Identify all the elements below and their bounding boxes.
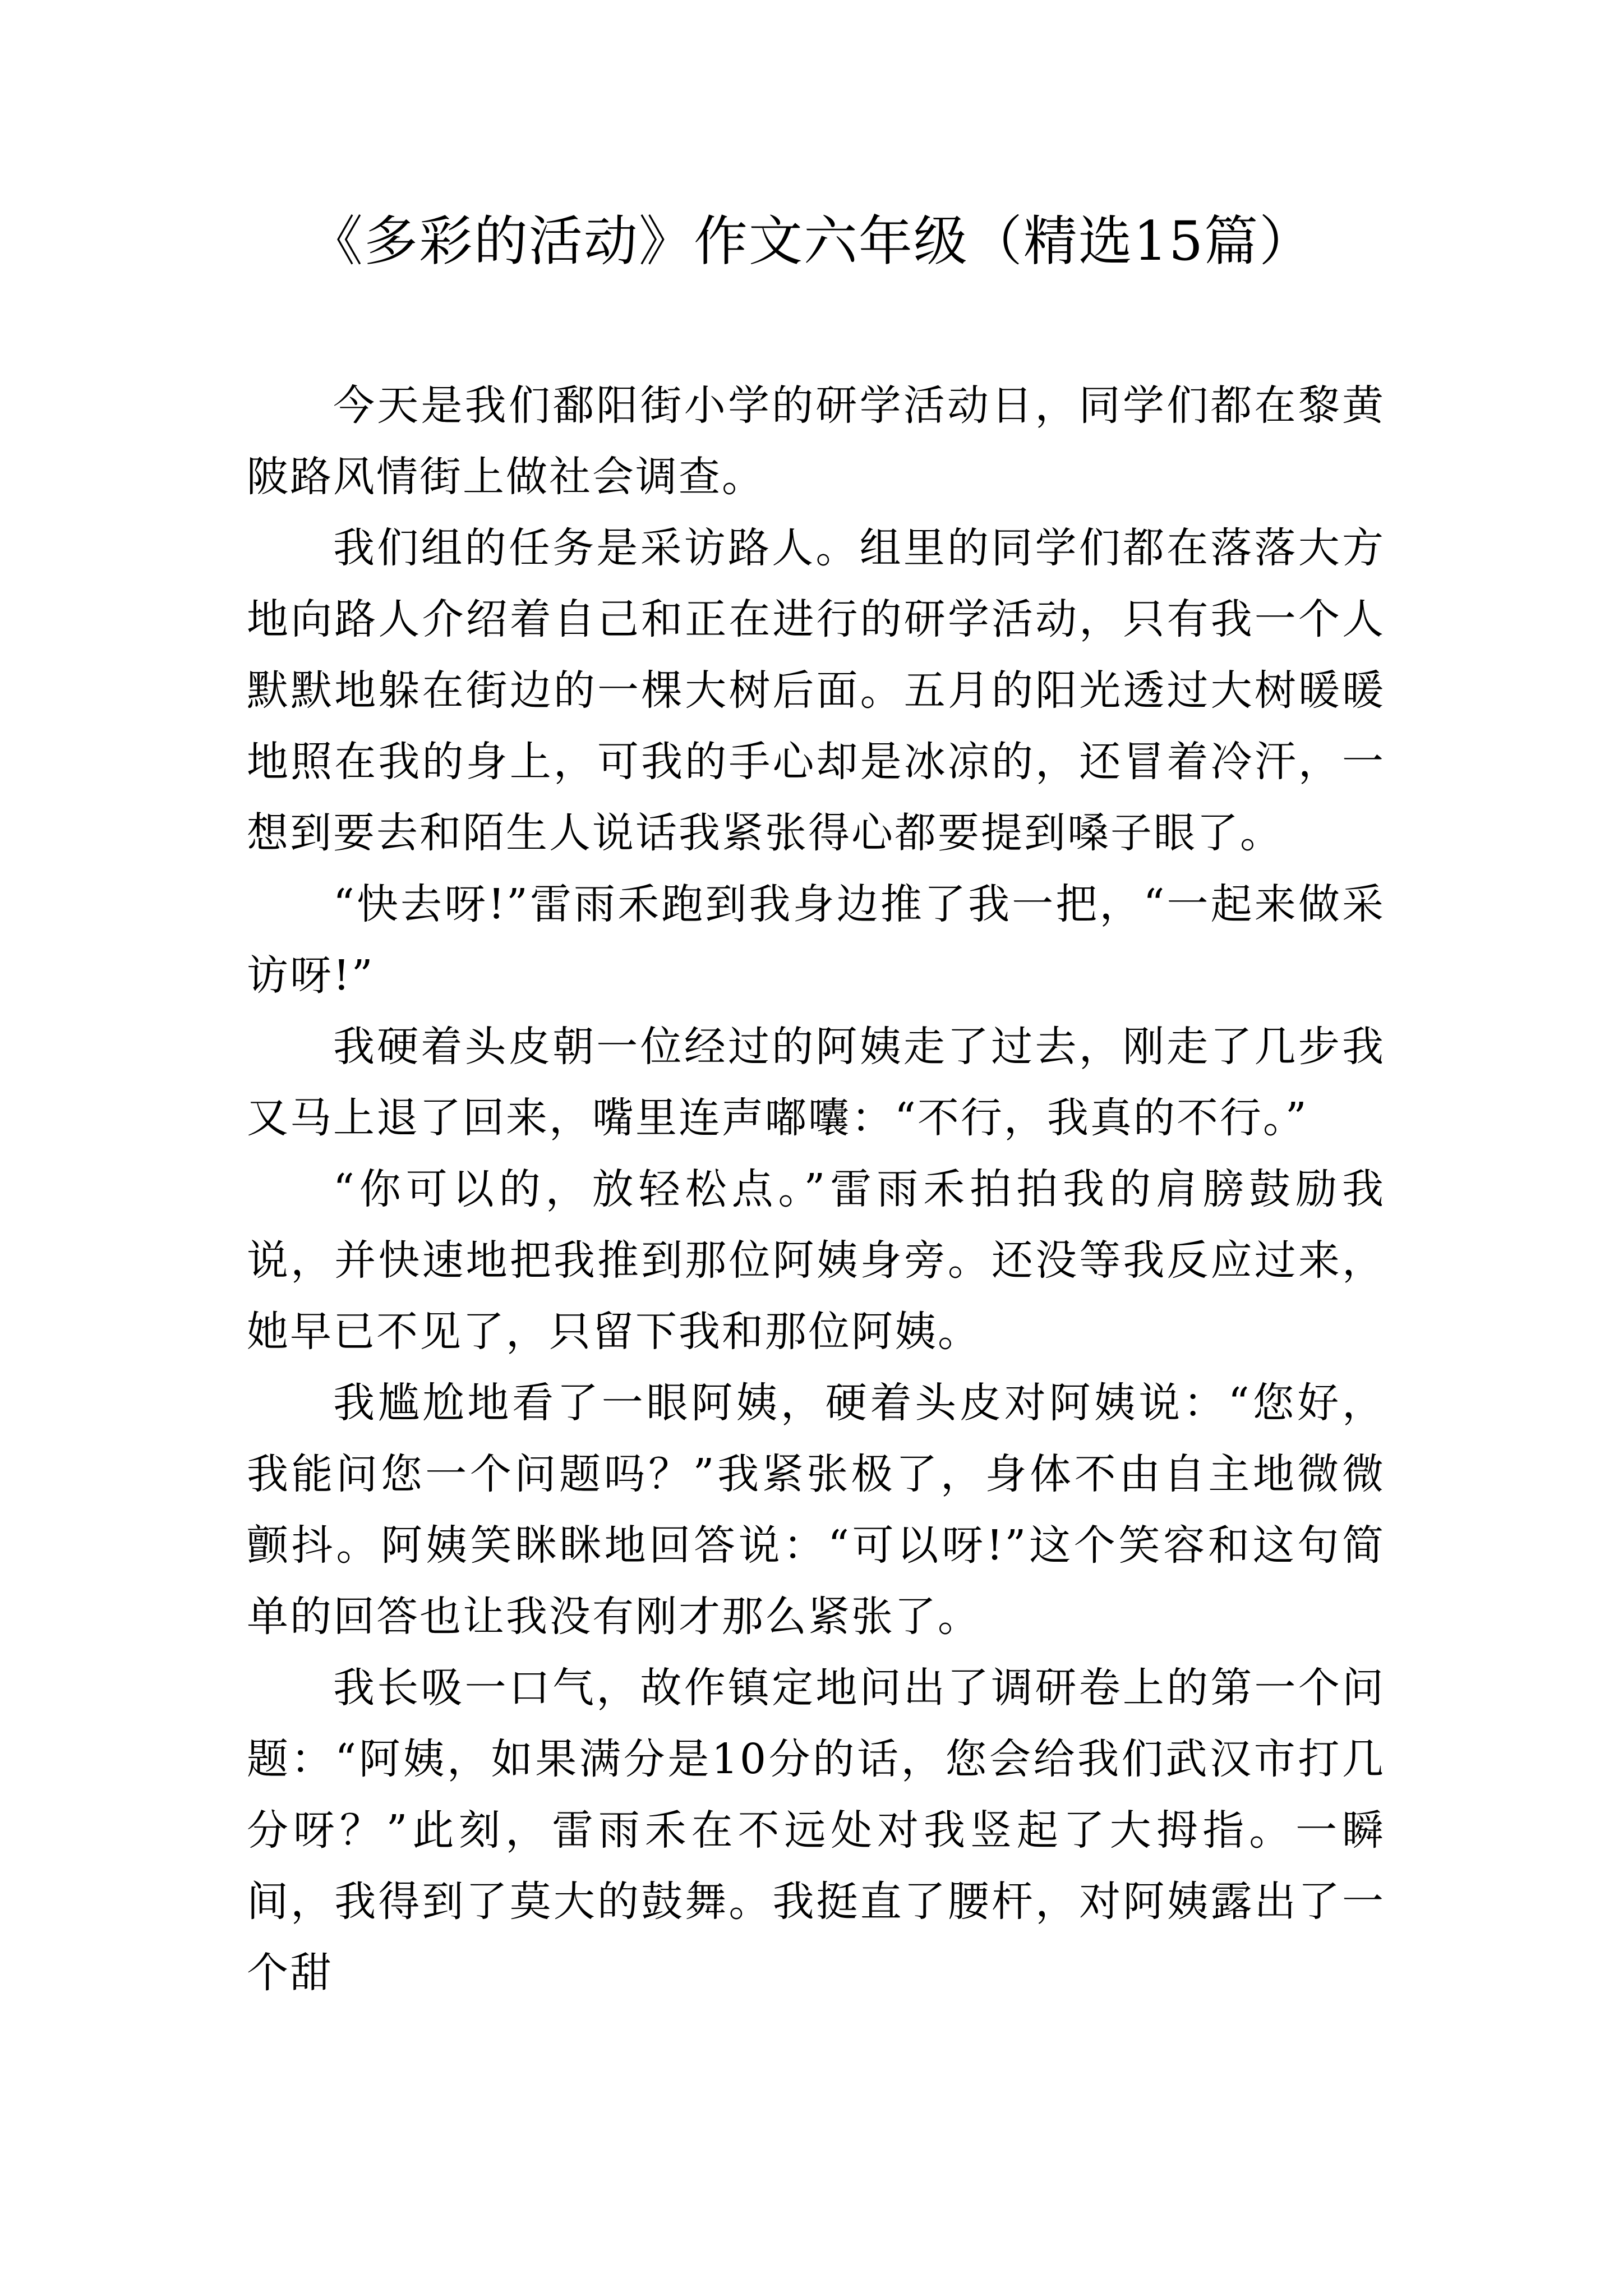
paragraph-3: “快去呀!”雷雨禾跑到我身边推了我一把，“一起来做采访呀!” xyxy=(247,880,1385,1000)
document-title: 《多彩的活动》作文六年级（精选15篇） xyxy=(308,210,1315,273)
paragraph-7: 我长吸一口气，故作镇定地问出了调研卷上的第一个问题：“阿姨，如果满分是10分的话，您会给我们武汉市打几分呀？”此刻，雷雨禾在不远处对我竖起了大拇指。一瞬间，我得到了莫大的鼓舞。我挺直了腰杆，对阿姨露出了一个甜 xyxy=(247,1664,1385,1997)
paragraph-1: 今天是我们鄱阳街小学的研学活动日，同学们都在黎黄陂路风情街上做社会调查。 xyxy=(247,381,1385,501)
paragraph-2: 我们组的任务是采访路人。组里的同学们都在落落大方地向路人介绍着自己和正在进行的研学活动，只有我一个人默默地躲在街边的一棵大树后面。五月的阳光透过大树暖暖地照在我的身上，可我的手心却是冰凉的，还冒着冷汗，一想到要去和陌生人说话我紧张得心都要提到嗓子眼了。 xyxy=(247,524,1385,857)
paragraph-6: 我尴尬地看了一眼阿姨，硬着头皮对阿姨说：“您好，我能问您一个问题吗？”我紧张极了，身体不由自主地微微颤抖。阿姨笑眯眯地回答说：“可以呀!”这个笑容和这句简单的回答也让我没有刚才那么紧张了。 xyxy=(247,1379,1385,1641)
paragraph-5: “你可以的，放轻松点。”雷雨禾拍拍我的肩膀鼓励我说，并快速地把我推到那位阿姨身旁。还没等我反应过来，她早已不见了，只留下我和那位阿姨。 xyxy=(247,1165,1385,1356)
document-body xyxy=(247,370,1385,2009)
paragraph-4: 我硬着头皮朝一位经过的阿姨走了过去，刚走了几步我又马上退了回来，嘴里连声嘟囔：“不行，我真的不行。” xyxy=(247,1023,1385,1142)
